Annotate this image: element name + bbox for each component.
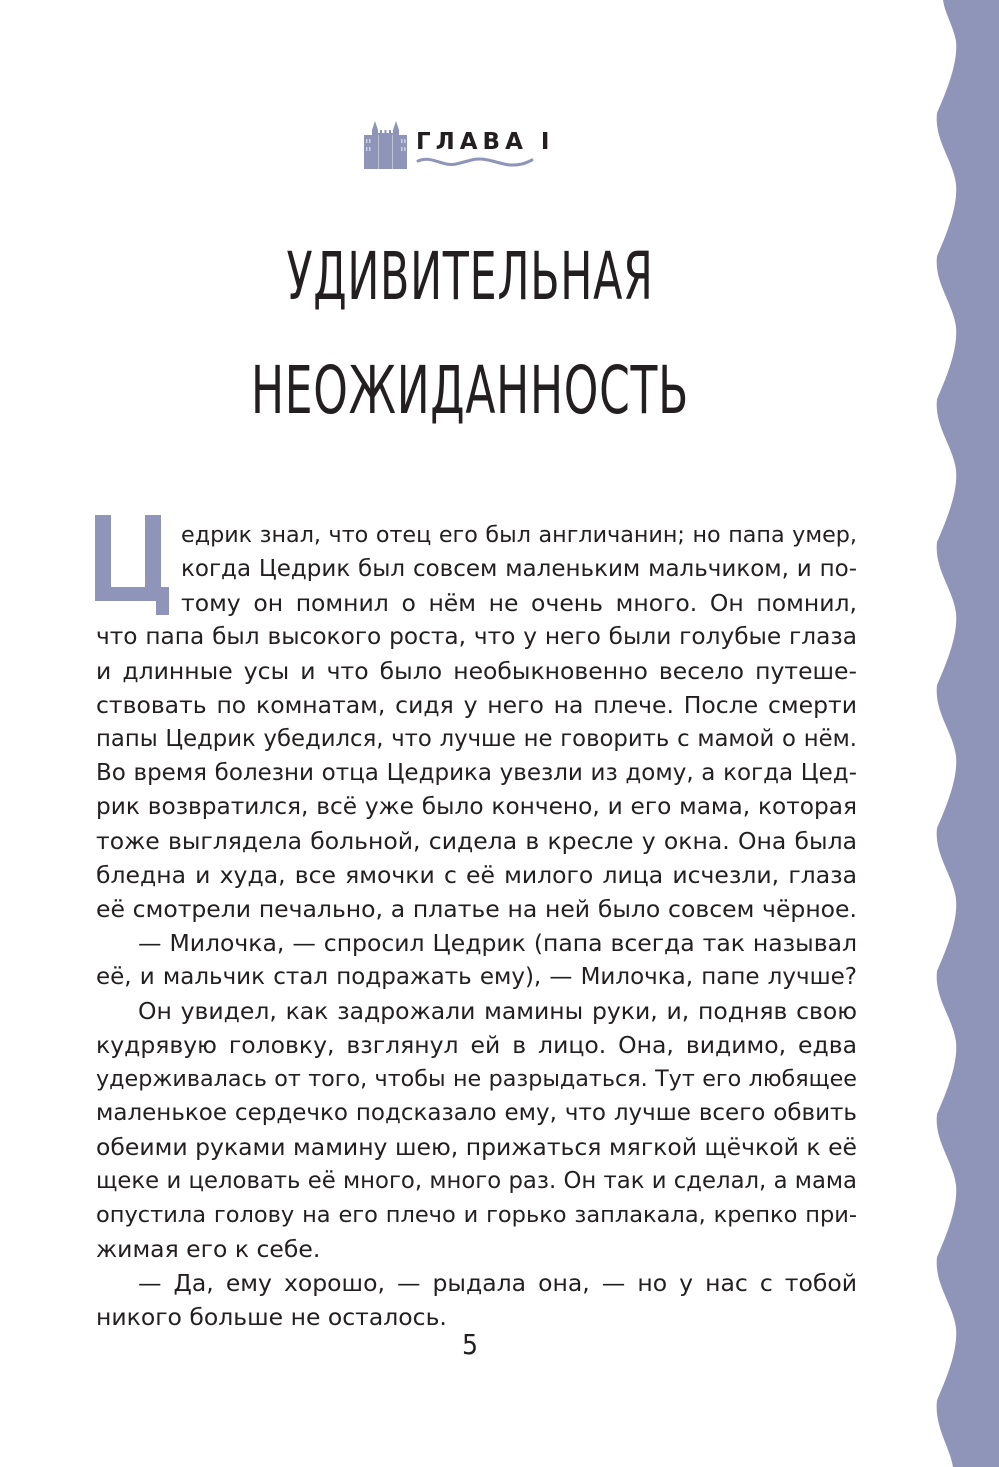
text-line: бледна и худа, все ямочки с её милого лица исчезли, глаза	[96, 861, 857, 889]
drop-cap-letter	[95, 515, 169, 615]
text-line: обеими руками мамину шею, прижаться мягкой щёчкой к её	[96, 1133, 857, 1161]
text-line: ствовать по комнатам, сидя у него на плече. После смерти	[96, 691, 857, 719]
text-line: папы Цедрик убедился, что лучше не говорить с мамой о нём.	[96, 726, 857, 752]
text-line: Во время болезни отца Цедрика увезли из дому, а когда Цед-	[96, 760, 857, 786]
text-line: тому он помнил о нём не очень много. Он помнил,	[181, 589, 857, 617]
text-line: и длинные усы и что было необыкновенно весело путеше-	[96, 657, 857, 685]
text-line: едрик знал, что отец его был англичанин; но папа умер,	[181, 522, 857, 548]
text-line: рик возвратился, всё уже было кончено, и его мама, которая	[96, 793, 857, 820]
text-line: щеке и целовать её много, много раз. Он так и сделал, а мама	[96, 1168, 857, 1194]
text-line: Он увидел, как задрожали мамины руки, и, подняв свою	[138, 997, 857, 1025]
chapter-title-line-2: НЕОЖИДАННОСТЬ	[251, 352, 689, 429]
page-number: 5	[461, 1328, 479, 1361]
text-line: тоже выглядела больной, сидела в кресле у окна. Она была	[96, 827, 857, 855]
text-line: кудрявую головку, взглянул ей в лицо. Она, видимо, едва	[96, 1031, 857, 1059]
text-line: удерживалась от того, чтобы не разрыдаться. Тут его любящее	[96, 1066, 857, 1092]
text-line: что папа был высокого роста, что у него были голубые глаза	[96, 623, 857, 650]
text-line: опустила голову на его плечо и горько заплакала, крепко при-	[96, 1202, 857, 1228]
text-line: никого больше не осталось.	[96, 1303, 447, 1331]
text-line: её, и мальчик стал подражать ему), — Милочка, папе лучше?	[96, 964, 857, 990]
text-line: жимая его к себе.	[96, 1235, 321, 1263]
text-line: — Милочка, — спросил Цедрик (папа всегда так называл	[138, 929, 857, 957]
wavy-edge-shape	[937, 0, 999, 1467]
text-line: — Да, ему хорошо, — рыдала она, — но у нас с тобой	[138, 1269, 857, 1297]
text-line: когда Цедрик был совсем маленьким мальчиком, и по-	[181, 556, 857, 582]
castle-icon	[363, 121, 408, 169]
text-line: её смотрели печально, а платье на ней было совсем чёрное.	[96, 895, 857, 923]
chapter-number-label: ГЛАВА I	[416, 129, 555, 155]
wavy-page-edge	[929, 0, 999, 1467]
chapter-heading	[363, 119, 555, 169]
chapter-title-line-1: УДИВИТЕЛЬНАЯ	[286, 238, 654, 315]
wave-ornament-icon	[416, 156, 534, 168]
text-line: маленькое сердечко подсказало ему, что лучше всего обвить	[96, 1100, 857, 1126]
